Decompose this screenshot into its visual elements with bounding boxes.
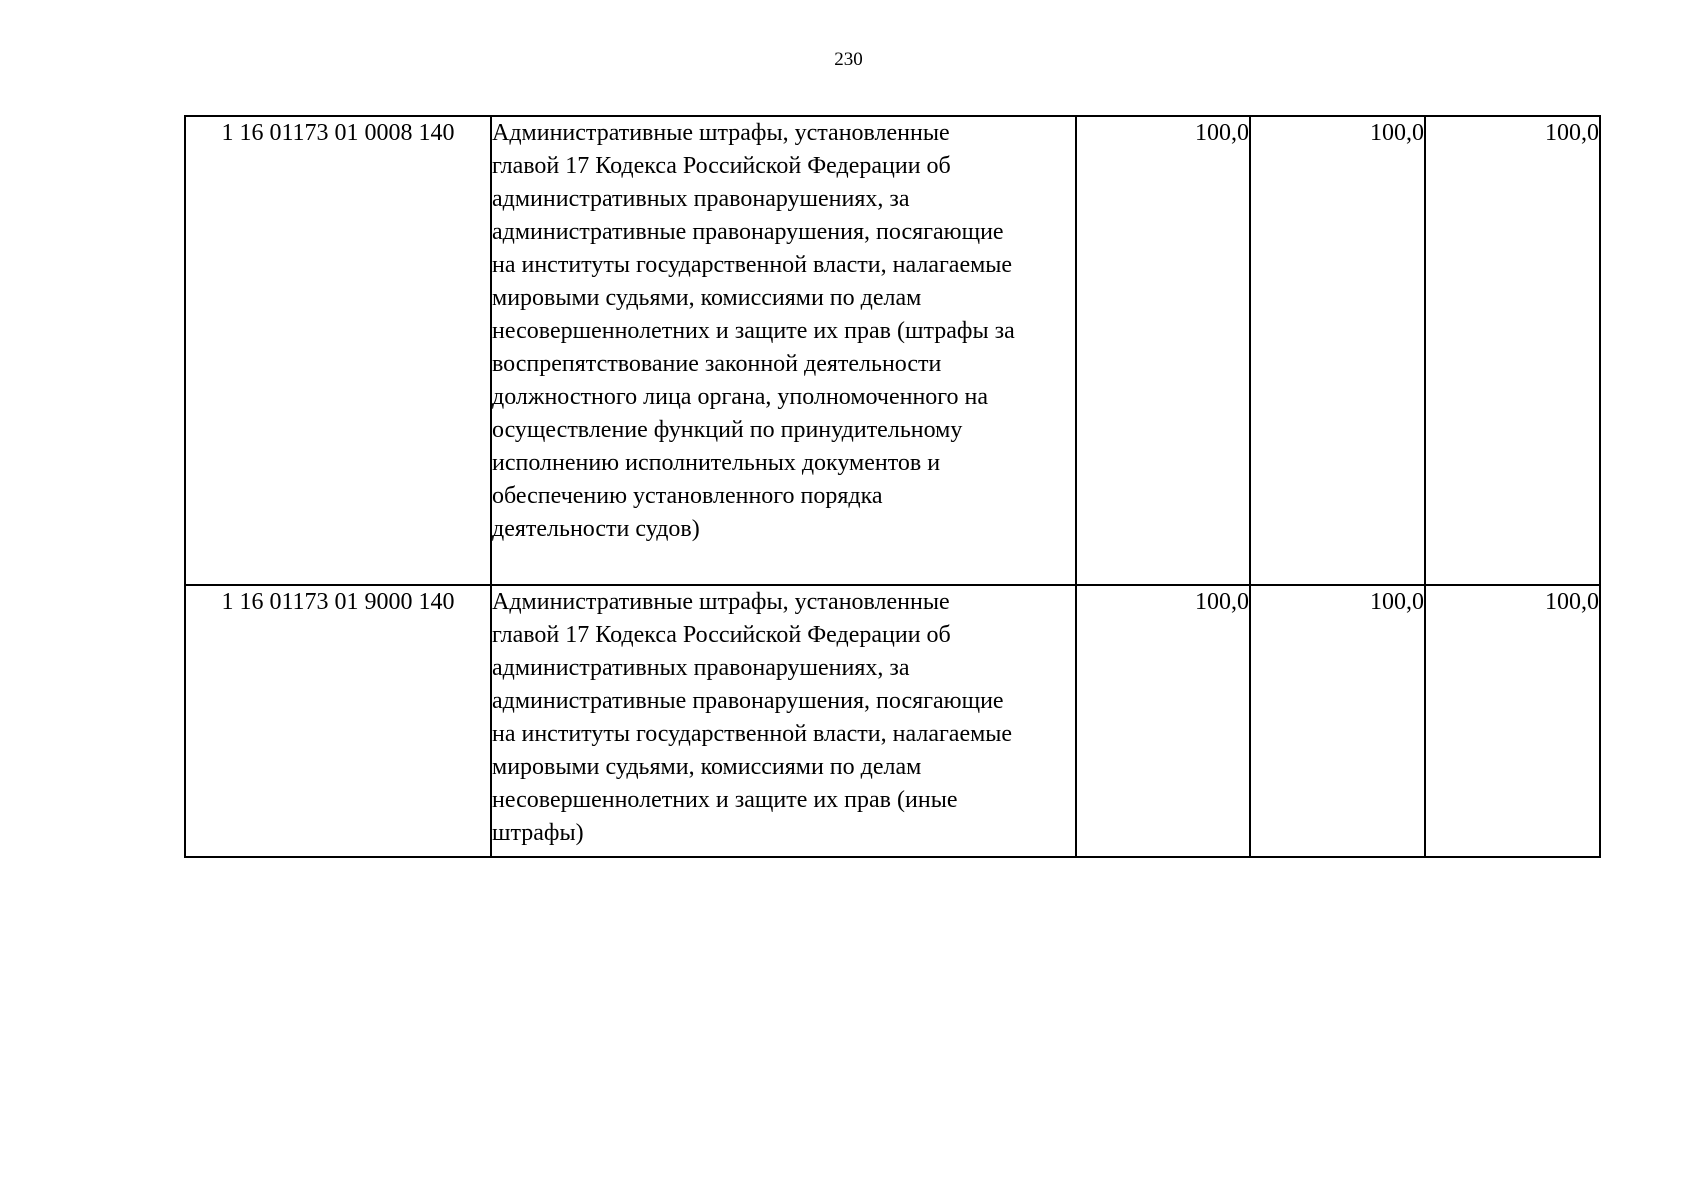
description-line: мировыми судьями, комиссиями по делам: [492, 285, 922, 311]
budget-code-cell: 1 16 01173 01 9000 140: [185, 585, 491, 857]
description-line: штрафы): [492, 820, 584, 846]
description-line: административных правонарушениях, за: [492, 186, 910, 212]
description-line: исполнению исполнительных документов и: [492, 450, 941, 476]
description-cell: [491, 585, 1076, 857]
description-line: главой 17 Кодекса Российской Федерации об: [492, 153, 951, 179]
value-cell-1: 100,0: [1076, 585, 1250, 857]
description-line: обеспечению установленного порядка: [492, 483, 883, 509]
description-line: Административные штрафы, установленные: [492, 589, 950, 615]
table-row: [185, 585, 1600, 857]
description-line: мировыми судьями, комиссиями по делам: [492, 754, 922, 780]
description-line: Административные штрафы, установленные: [492, 120, 950, 146]
description-line: должностного лица органа, уполномоченного на: [492, 384, 989, 410]
description-line: воспрепятствование законной деятельности: [492, 351, 942, 377]
description-line: главой 17 Кодекса Российской Федерации об: [492, 622, 951, 648]
description-line: осуществление функций по принудительному: [492, 417, 963, 443]
description-line: несовершеннолетних и защите их прав (иные: [492, 787, 958, 813]
description-line: административные правонарушения, посягающие: [492, 688, 1004, 714]
table-row: [185, 116, 1600, 585]
description-line: административных правонарушениях, за: [492, 655, 910, 681]
value-cell-3: 100,0: [1425, 585, 1600, 857]
description-line: административные правонарушения, посягающие: [492, 219, 1004, 245]
description-line: несовершеннолетних и защите их прав (штрафы за: [492, 318, 1015, 344]
value-cell-3: 100,0: [1425, 116, 1600, 585]
description-cell: [491, 116, 1076, 585]
value-cell-1: 100,0: [1076, 116, 1250, 585]
budget-code-cell: 1 16 01173 01 0008 140: [185, 116, 491, 585]
description-line: на институты государственной власти, налагаемые: [492, 252, 1013, 278]
value-cell-2: 100,0: [1250, 585, 1425, 857]
description-line: на институты государственной власти, налагаемые: [492, 721, 1013, 747]
value-cell-2: 100,0: [1250, 116, 1425, 585]
budget-table: [184, 115, 1601, 858]
description-line: деятельности судов): [492, 516, 700, 542]
page-number: 230: [834, 49, 863, 70]
